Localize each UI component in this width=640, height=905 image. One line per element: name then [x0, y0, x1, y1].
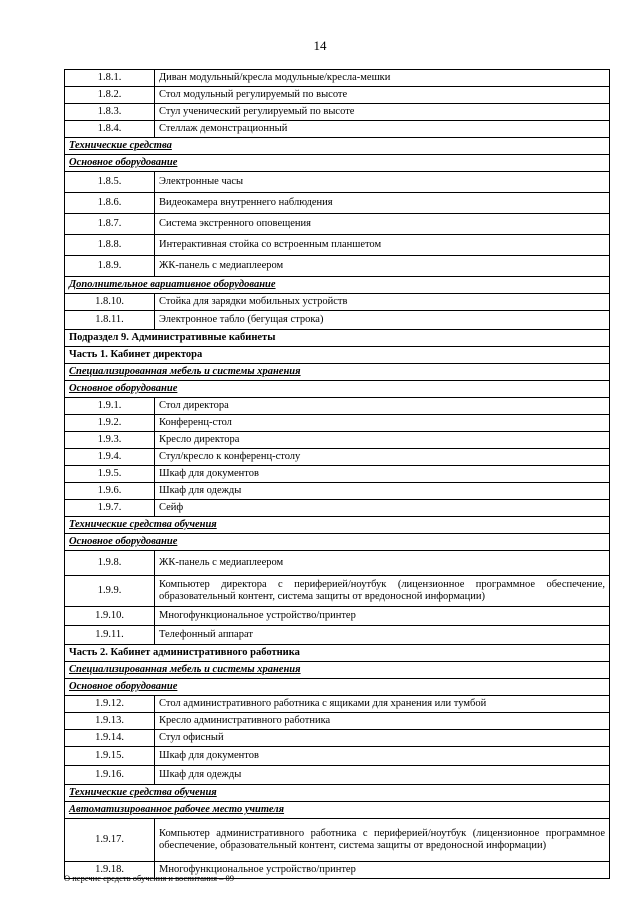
subheader-title: Технические средства обучения — [65, 785, 610, 802]
table-row — [65, 819, 610, 862]
table-row — [65, 415, 610, 432]
item-number: 1.9.7. — [65, 500, 155, 517]
item-number: 1.8.9. — [65, 256, 155, 277]
table-row — [65, 626, 610, 645]
item-name: Стул/кресло к конференц-столу — [155, 449, 610, 466]
table-row — [65, 398, 610, 415]
item-name: Компьютер административного работника с периферией/ноутбук (лицензионное программное обеспечение, образовательный контент, система защиты от вредоносной информации) — [155, 819, 610, 862]
item-number: 1.9.6. — [65, 483, 155, 500]
section-title: Часть 2. Кабинет административного работника — [65, 645, 610, 662]
subheader-row — [65, 679, 610, 696]
item-name: Шкаф для одежды — [155, 483, 610, 500]
item-number: 1.9.12. — [65, 696, 155, 713]
item-name: Стол административного работника с ящиками для хранения или тумбой — [155, 696, 610, 713]
table-row — [65, 466, 610, 483]
item-name: Система экстренного оповещения — [155, 214, 610, 235]
section-row — [65, 330, 610, 347]
subheader-title: Основное оборудование — [65, 155, 610, 172]
item-number: 1.9.15. — [65, 747, 155, 766]
item-name: Кресло административного работника — [155, 713, 610, 730]
section-title: Подраздел 9. Административные кабинеты — [65, 330, 610, 347]
item-name: Стул офисный — [155, 730, 610, 747]
page-number: 14 — [313, 38, 327, 53]
equipment-table-body — [65, 70, 610, 879]
item-number: 1.9.13. — [65, 713, 155, 730]
subheader-row — [65, 138, 610, 155]
table-row — [65, 121, 610, 138]
table-row — [65, 294, 610, 311]
subheader-title: Технические средства — [65, 138, 610, 155]
item-number: 1.9.8. — [65, 551, 155, 576]
table-row — [65, 500, 610, 517]
subheader-title: Основное оборудование — [65, 679, 610, 696]
item-name: Стол директора — [155, 398, 610, 415]
item-name: Стул ученический регулируемый по высоте — [155, 104, 610, 121]
item-name: Стойка для зарядки мобильных устройств — [155, 294, 610, 311]
subheader-row — [65, 277, 610, 294]
item-number: 1.8.1. — [65, 70, 155, 87]
item-number: 1.8.6. — [65, 193, 155, 214]
table-row — [65, 766, 610, 785]
item-number: 1.8.8. — [65, 235, 155, 256]
item-number: 1.9.18. — [65, 862, 155, 879]
subheader-row — [65, 534, 610, 551]
table-row — [65, 214, 610, 235]
subheader-row — [65, 364, 610, 381]
table-row — [65, 193, 610, 214]
item-name: Диван модульный/кресла модульные/кресла-мешки — [155, 70, 610, 87]
item-number: 1.9.16. — [65, 766, 155, 785]
item-number: 1.9.10. — [65, 607, 155, 626]
item-name: Электронное табло (бегущая строка) — [155, 311, 610, 330]
item-name: Сейф — [155, 500, 610, 517]
subheader-title: Автоматизированное рабочее место учителя — [65, 802, 610, 819]
item-name: Электронные часы — [155, 172, 610, 193]
item-number: 1.8.2. — [65, 87, 155, 104]
subheader-row — [65, 381, 610, 398]
table-row — [65, 607, 610, 626]
item-name: Интерактивная стойка со встроенным планшетом — [155, 235, 610, 256]
table-row — [65, 449, 610, 466]
table-row — [65, 172, 610, 193]
subheader-row — [65, 785, 610, 802]
table-row — [65, 730, 610, 747]
table-row — [65, 70, 610, 87]
section-title: Часть 1. Кабинет директора — [65, 347, 610, 364]
subheader-row — [65, 662, 610, 679]
subheader-title: Дополнительное вариативное оборудование — [65, 277, 610, 294]
section-row — [65, 645, 610, 662]
table-row — [65, 311, 610, 330]
item-number: 1.8.11. — [65, 311, 155, 330]
table-row — [65, 432, 610, 449]
item-number: 1.9.5. — [65, 466, 155, 483]
table-row — [65, 87, 610, 104]
item-number: 1.9.2. — [65, 415, 155, 432]
item-name: Шкаф для документов — [155, 747, 610, 766]
subheader-title: Специализированная мебель и системы хранения — [65, 364, 610, 381]
table-row — [65, 483, 610, 500]
footer-note: О перечне средств обучения и воспитания – 09 — [64, 873, 234, 883]
item-name: ЖК-панель с медиаплеером — [155, 551, 610, 576]
item-name: Стеллаж демонстрационный — [155, 121, 610, 138]
section-row — [65, 347, 610, 364]
table-row — [65, 256, 610, 277]
table-row — [65, 713, 610, 730]
item-number: 1.9.14. — [65, 730, 155, 747]
item-name: Стол модульный регулируемый по высоте — [155, 87, 610, 104]
item-number: 1.8.3. — [65, 104, 155, 121]
subheader-row — [65, 517, 610, 534]
item-number: 1.8.5. — [65, 172, 155, 193]
subheader-row — [65, 155, 610, 172]
table-row — [65, 551, 610, 576]
item-name: Кресло директора — [155, 432, 610, 449]
subheader-title: Технические средства обучения — [65, 517, 610, 534]
table-row — [65, 576, 610, 607]
subheader-row — [65, 802, 610, 819]
item-number: 1.9.3. — [65, 432, 155, 449]
subheader-title: Специализированная мебель и системы хранения — [65, 662, 610, 679]
item-name: Компьютер директора с периферией/ноутбук (лицензионное программное обеспечение, образовательный контент, система защиты от вредоносной информации) — [155, 576, 610, 607]
item-number: 1.9.9. — [65, 576, 155, 607]
subheader-title: Основное оборудование — [65, 534, 610, 551]
table-row — [65, 235, 610, 256]
item-name: Видеокамера внутреннего наблюдения — [155, 193, 610, 214]
item-number: 1.9.17. — [65, 819, 155, 862]
item-name: Шкаф для документов — [155, 466, 610, 483]
item-name: Многофункциональное устройство/принтер — [155, 607, 610, 626]
item-name: ЖК-панель с медиаплеером — [155, 256, 610, 277]
item-number: 1.9.1. — [65, 398, 155, 415]
item-number: 1.8.10. — [65, 294, 155, 311]
table-row — [65, 696, 610, 713]
equipment-table — [64, 69, 610, 879]
item-number: 1.8.4. — [65, 121, 155, 138]
subheader-title: Основное оборудование — [65, 381, 610, 398]
item-number: 1.9.4. — [65, 449, 155, 466]
item-number: 1.8.7. — [65, 214, 155, 235]
table-row — [65, 104, 610, 121]
item-name: Телефонный аппарат — [155, 626, 610, 645]
item-name: Конференц-стол — [155, 415, 610, 432]
item-name: Многофункциональное устройство/принтер — [155, 862, 610, 879]
item-number: 1.9.11. — [65, 626, 155, 645]
table-row — [65, 747, 610, 766]
item-name: Шкаф для одежды — [155, 766, 610, 785]
